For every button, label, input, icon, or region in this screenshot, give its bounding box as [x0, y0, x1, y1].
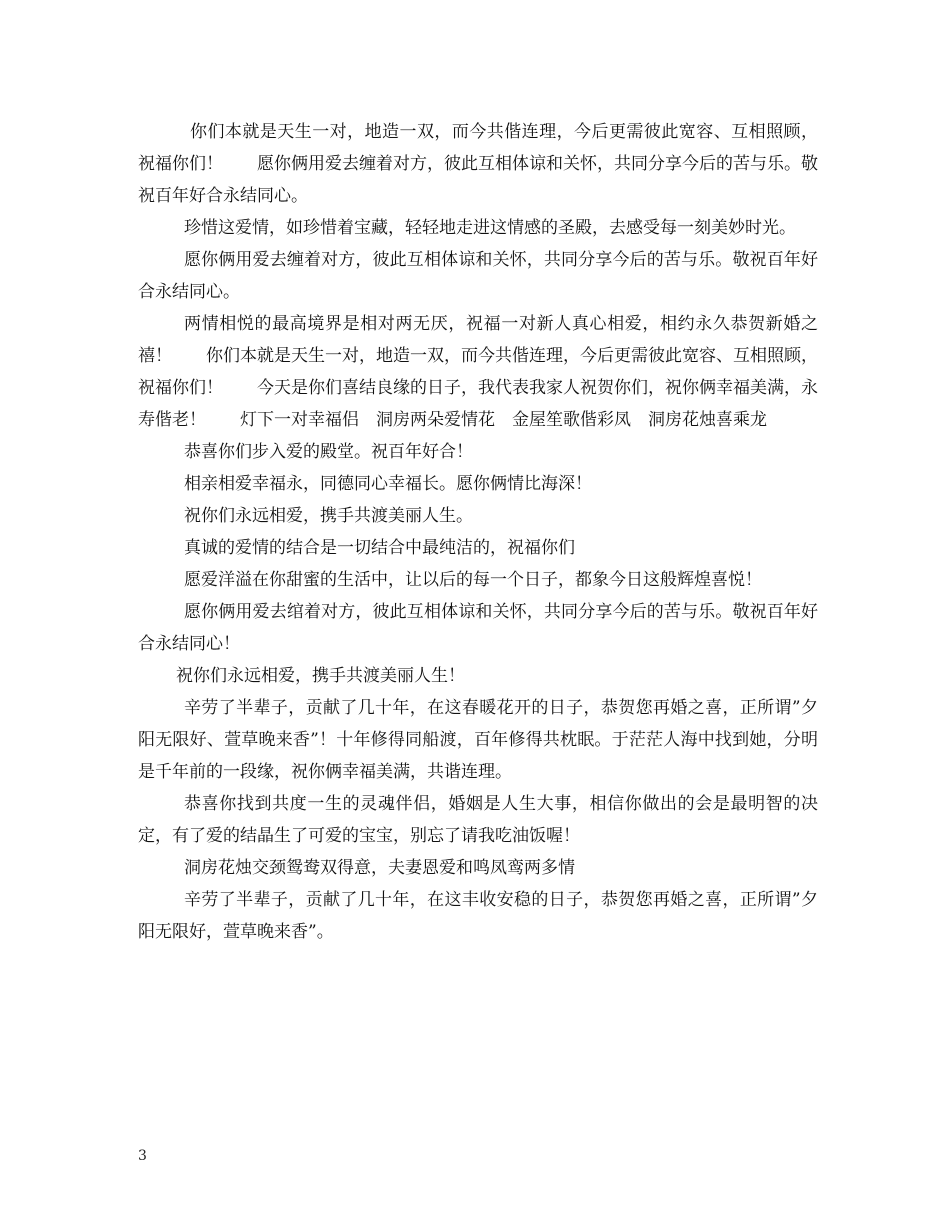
paragraph: 祝你们永远相爱，携手共渡美丽人生。 [184, 506, 473, 526]
paragraph: 两情相悦的最高境界是相对两无厌，祝福一对新人真心相爱，相约永久恭贺新婚之禧！ 你们本就是天生一对，地造一双，而今共偕连理，今后更需彼此宽容、互相照顾，祝福你们！ 今天是你们喜结良缘的日子，我代表我家人祝贺你们，祝你俩幸福美满，永寿偕老！ 灯下一对幸福侣 洞房两朵爱情花 金屋笙歌偕彩凤 洞房花烛喜乘龙 [138, 314, 818, 430]
page-number: 3 [138, 1148, 147, 1164]
document-body [138, 116, 818, 948]
paragraph: 你们本就是天生一对，地造一双，而今共偕连理，今后更需彼此宽容、互相照顾，祝福你们！ 愿你俩用爱去缠着对方，彼此互相体谅和关怀，共同分享今后的苦与乐。敬祝百年好合永结同心。 [138, 122, 818, 206]
paragraph: 祝你们永远相爱，携手共渡美丽人生！ [176, 666, 465, 686]
paragraph: 相亲相爱幸福永，同德同心幸福长。愿你俩情比海深！ [184, 474, 592, 494]
paragraph: 珍惜这爱情，如珍惜着宝藏，轻轻地走进这情感的圣殿，去感受每一刻美妙时光。 [184, 218, 796, 238]
paragraph: 恭喜你找到共度一生的灵魂伴侣，婚姻是人生大事，相信你做出的会是最明智的决定，有了爱的结晶生了可爱的宝宝，别忘了请我吃油饭喔！ [138, 794, 818, 846]
paragraph: 辛劳了半辈子，贡献了几十年，在这春暖花开的日子，恭贺您再婚之喜，正所谓”夕阳无限好、萱草晚来香”！十年修得同船渡，百年修得共枕眠。于茫茫人海中找到她，分明是千年前的一段缘，祝你俩幸福美满，共谐连理。 [138, 698, 818, 782]
paragraph: 愿你俩用爱去绾着对方，彼此互相体谅和关怀，共同分享今后的苦与乐。敬祝百年好合永结同心！ [138, 602, 818, 654]
paragraph: 洞房花烛交颈鸳鸯双得意，夫妻恩爱和鸣凤鸾两多情 [184, 858, 575, 878]
paragraph: 愿你俩用爱去缠着对方，彼此互相体谅和关怀，共同分享今后的苦与乐。敬祝百年好合永结同心。 [138, 250, 818, 302]
paragraph: 恭喜你们步入爱的殿堂。祝百年好合！ [184, 442, 473, 462]
paragraph: 真诚的爱情的结合是一切结合中最纯洁的，祝福你们 [184, 538, 575, 558]
paragraph: 愿爱洋溢在你甜蜜的生活中，让以后的每一个日子，都象今日这般辉煌喜悦！ [184, 570, 762, 590]
paragraph: 辛劳了半辈子，贡献了几十年，在这丰收安稳的日子，恭贺您再婚之喜，正所谓”夕阳无限好，萱草晚来香”。 [138, 890, 818, 942]
